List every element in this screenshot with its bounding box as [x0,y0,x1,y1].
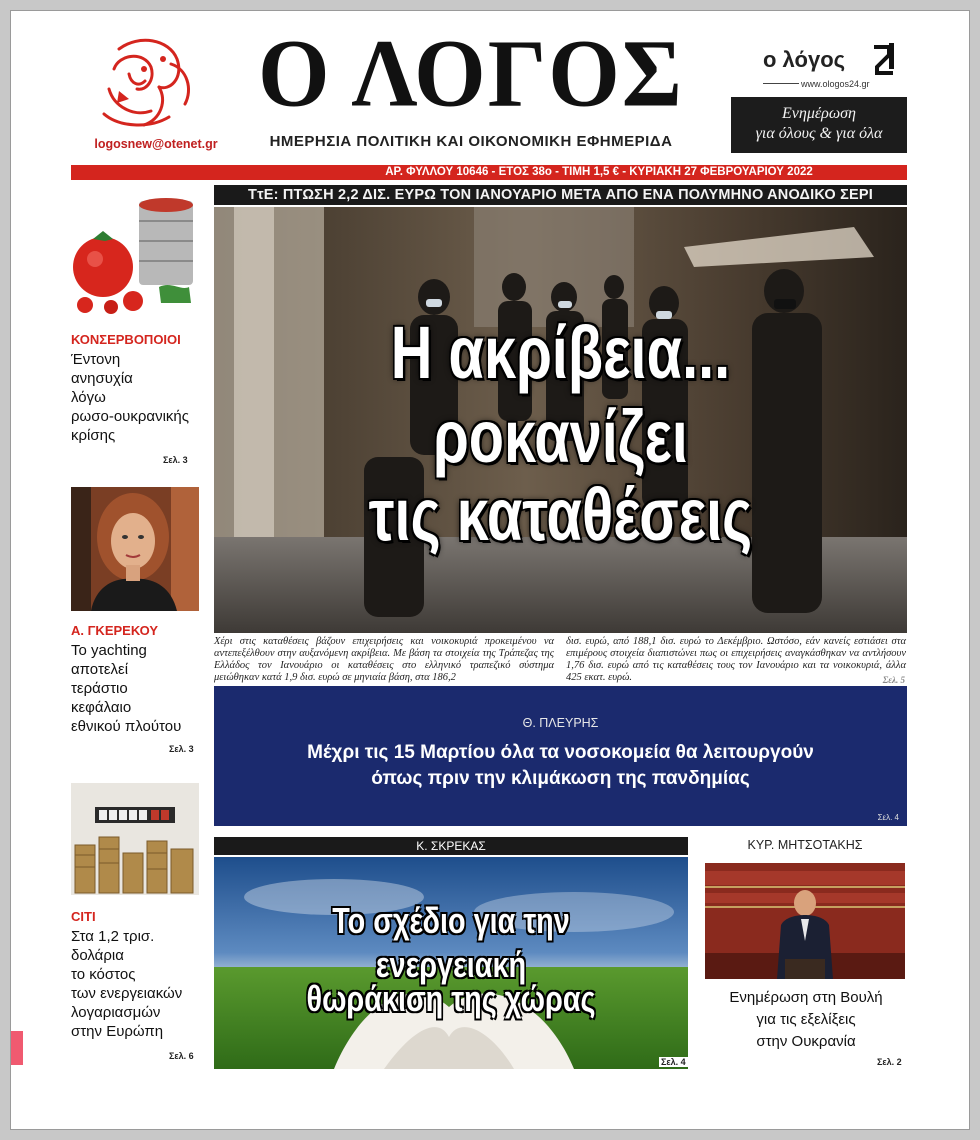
main-story-caption [214,636,907,686]
tomato-can-image [71,191,199,317]
ologos24-logo [757,41,907,91]
sidebar-page-1: Σελ. 3 [163,455,188,465]
sidebar-label-2: Α. ΓΚΕΡΕΚΟΥ [71,623,159,638]
health-story-label: Θ. ΠΛΕΥΡΗΣ [522,716,599,730]
pm-story-page: Σελ. 2 [877,1057,902,1067]
energy-headline-line-2: θωράκιση της χώρας [306,978,596,1019]
newspaper-subtitle: ΗΜΕΡΗΣΙΑ ΠΟΛΙΤΙΚΗ ΚΑΙ ΟΙΚΟΝΟΜΙΚΗ ΕΦΗΜΕΡΙΔΑ [269,133,673,150]
energy-story-page: Σελ. 4 [661,1057,686,1067]
main-top-bar: ΤτΕ: ΠΤΩΣΗ 2,2 ΔΙΣ. ΕΥΡΩ ΤΟΝ ΙΑΝΟΥΑΡΙΟ ΜΕΤΑ ΑΠΟ ΕΝΑ ΠΟΛΥΜΗΝΟ ΑΝΟΔΙΚΟ ΣΕΡΙ [214,185,907,205]
energy-story-label: Κ. ΣΚΡΕΚΑΣ [214,837,688,855]
newspaper-front-page [10,10,970,1130]
health-story-box [214,686,907,826]
main-headline-line-2: τις καταθέσεις [368,473,753,556]
energy-headline-line-1: Το σχέδιο για την ενεργειακή [332,900,570,985]
gerekou-portrait [71,487,199,611]
sidebar-story-2: Το yachting αποτελεί τεράστιο κεφάλαιο εθνικού πλούτου [71,642,182,735]
slogan-line-1: Ενημέρωση [782,105,856,122]
sidebar-page-3: Σελ. 6 [169,1051,194,1061]
sidebar-label-3: CITI [71,909,96,924]
parliament-photo [705,863,905,979]
caption-right-column: δισ. ευρώ, από 188,1 δισ. ευρώ το Δεκέμβριο. Ωστόσο, εάν κανείς εστιάσει στα επιμέρους στοιχεία διαπιστώνει πως οι επιχειρήσεις αναγκάσθηκαν να αντλήσουν 1,76 δισ. ευρώ από τις καταθέσεις τους τον Ιανουάριο και τα νοικοκυριά, άλλα 425 εκατ. ευρώ. [566,636,906,683]
sidebar-label-1: ΚΟΝΣΕΡΒΟΠΟΙΟΙ [71,332,181,347]
slogan-line-2: για όλους & για όλα [755,125,883,142]
health-story-headline: Μέχρι τις 15 Μαρτίου όλα τα νοσοκομεία θα λειτουργούν όπως πριν την κλιμάκωση της πανδημίας [307,742,814,789]
ologos24-name: ο λόγος [763,47,846,72]
main-headline-line-1: Η ακρίβεια... ροκανίζει [390,311,731,478]
energy-meter-coins-image [71,783,199,895]
sidebar-story-3: Στα 1,2 τρισ. δολάρια το κόστος των ενεργειακών λογαριασμών στην Ευρώπη [71,928,183,1040]
margin-marker [11,1031,23,1065]
health-story-page: Σελ. 4 [877,813,899,822]
logos-emblem-logo [89,29,201,134]
contact-email: logosnew@otenet.gr [94,137,218,151]
pm-story-label: ΚΥΡ. ΜΗΤΣΟΤΑΚΗΣ [747,838,863,852]
sidebar-story-1: Έντονη ανησυχία λόγω ρωσο-ουκρανικής κρίσης [71,351,189,444]
caption-left-column: Χέρι στις καταθέσεις βάζουν επιχειρήσεις και νοικοκυριά προκειμένου να αντεπεξέλθουν στην αυξανόμενη ακρίβεια. Με βάση τα στοιχεία της Τράπεζας της Ελλάδος τον Ιανουάριο οι καταθέσεις στο ελληνικό τραπεζικό σύστημα μειώθηκαν κατά 1,9 δισ. ευρώ σε μηνιαία βάση, στα 186,2 [214,636,554,683]
sidebar-page-2: Σελ. 3 [169,744,194,754]
pm-story-headline: Ενημέρωση στη Βουλή για τις εξελίξεις στην Ουκρανία [729,989,883,1050]
ologos24-number-mark [871,41,897,77]
ologos24-url: www.ologos24.gr [801,79,870,89]
newspaper-title: Ο ΛΟΓΟΣ [258,19,684,127]
caption-page-ref: Σελ. 5 [882,675,905,685]
slogan-box [731,97,907,153]
issue-info-bar: ΑΡ. ΦΥΛΛΟΥ 10646 - ΕΤΟΣ 38ο - ΤΙΜΗ 1,5 € - ΚΥΡΙΑΚΗ 27 ΦΕΒΡΟΥΑΡΙΟΥ 2022 [71,165,907,180]
